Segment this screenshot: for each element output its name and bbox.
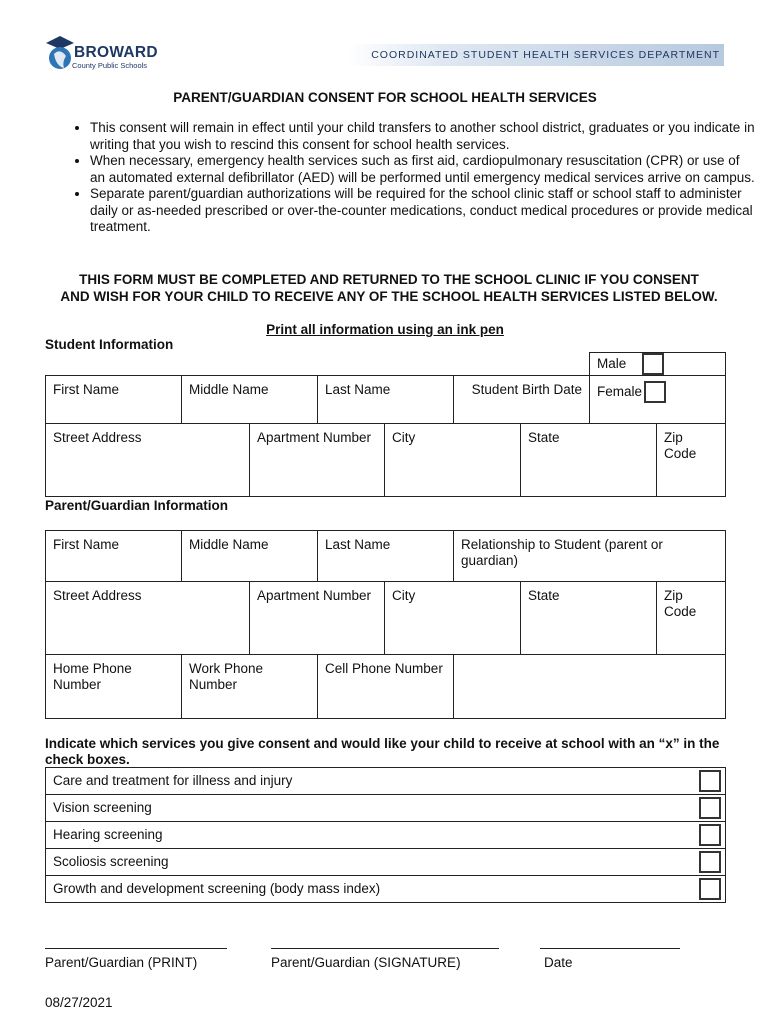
field-label: Relationship to Student (parent or guardian) <box>461 537 663 568</box>
date-line[interactable] <box>540 948 680 949</box>
print-name-line[interactable] <box>45 948 227 949</box>
student-zip-field[interactable] <box>656 423 726 497</box>
warning-line-2: AND WISH FOR YOUR CHILD TO RECEIVE ANY OF THE SCHOOL HEALTH SERVICES LISTED BELOW. <box>60 289 718 304</box>
field-label: Cell Phone Number <box>325 661 443 676</box>
student-apartment-field[interactable] <box>249 423 385 497</box>
field-label: Middle Name <box>189 537 269 552</box>
bullet-item: • Separate parent/guardian authorizations will be required for the school clinic staff or school staff to administer daily or as-needed prescribed or over-the-counter medications, conduct medical procedures or provide medical treatment. <box>90 186 755 236</box>
service-label: Care and treatment for illness and injury <box>53 773 293 788</box>
service-checkbox[interactable] <box>699 851 721 873</box>
male-checkbox[interactable] <box>642 353 664 375</box>
field-label: Work Phone Number <box>189 661 264 692</box>
service-checkbox[interactable] <box>699 824 721 846</box>
logo-subtitle: County Public Schools <box>72 61 148 70</box>
field-label: Apartment Number <box>257 588 372 603</box>
blank-cell <box>453 654 726 719</box>
service-row <box>45 821 726 849</box>
home-phone-field[interactable] <box>45 654 182 719</box>
page-title: PARENT/GUARDIAN CONSENT FOR SCHOOL HEALTH SERVICES <box>173 90 597 105</box>
signature-label: Parent/Guardian (SIGNATURE) <box>271 955 461 970</box>
student-birth-date-field[interactable] <box>453 375 590 424</box>
female-label: Female <box>597 384 643 399</box>
service-label: Hearing screening <box>53 827 163 842</box>
bullet-item: • This consent will remain in effect until your child transfers to another school district, graduates or you indicate in writing that you wish to rescind this consent for school health services. <box>90 120 755 153</box>
service-row <box>45 794 726 822</box>
service-row <box>45 767 726 795</box>
field-label: Last Name <box>325 537 391 552</box>
student-last-name-field[interactable] <box>317 375 454 424</box>
field-label: State <box>528 588 560 603</box>
service-label: Scoliosis screening <box>53 854 169 869</box>
parent-last-name-field[interactable] <box>317 530 454 582</box>
field-label: Student Birth Date <box>471 382 582 397</box>
service-row <box>45 875 726 903</box>
male-label: Male <box>597 356 627 371</box>
parent-section-heading: Parent/Guardian Information <box>45 498 229 513</box>
service-checkbox[interactable] <box>699 878 721 900</box>
parent-street-field[interactable] <box>45 581 250 655</box>
field-label: Zip Code <box>664 588 697 619</box>
form-warning <box>44 271 734 305</box>
student-state-field[interactable] <box>520 423 657 497</box>
student-middle-name-field[interactable] <box>181 375 318 424</box>
parent-apartment-field[interactable] <box>249 581 385 655</box>
parent-zip-field[interactable] <box>656 581 726 655</box>
field-label: State <box>528 430 560 445</box>
cell-phone-field[interactable] <box>317 654 454 719</box>
parent-first-name-field[interactable] <box>45 530 182 582</box>
service-label: Vision screening <box>53 800 152 815</box>
department-banner <box>347 44 724 66</box>
warning-line-1: THIS FORM MUST BE COMPLETED AND RETURNED TO THE SCHOOL CLINIC IF YOU CONSENT <box>79 272 699 287</box>
services-instruction: Indicate which services you give consent and would like your child to receive at school with an “x” in the check boxes. <box>45 736 720 767</box>
field-label: Middle Name <box>189 382 269 397</box>
field-label: Last Name <box>325 382 391 397</box>
signature-line[interactable] <box>271 948 499 949</box>
field-label: City <box>392 588 416 603</box>
student-street-field[interactable] <box>45 423 250 497</box>
revision-date: 08/27/2021 <box>45 995 113 1010</box>
female-checkbox[interactable] <box>644 381 666 403</box>
service-checkbox[interactable] <box>699 797 721 819</box>
student-section-heading: Student Information <box>45 337 174 352</box>
service-label: Growth and development screening (body mass index) <box>53 881 381 896</box>
service-checkbox[interactable] <box>699 770 721 792</box>
parent-middle-name-field[interactable] <box>181 530 318 582</box>
field-label: First Name <box>53 382 120 397</box>
relationship-field[interactable] <box>453 530 726 582</box>
print-instruction: Print all information using an ink pen <box>266 322 504 337</box>
department-name: COORDINATED STUDENT HEALTH SERVICES DEPARTMENT <box>371 49 720 61</box>
logo-name: BROWARD <box>74 44 158 61</box>
parent-city-field[interactable] <box>384 581 521 655</box>
field-label: Street Address <box>53 430 142 445</box>
field-label: Apartment Number <box>257 430 372 445</box>
consent-bullets <box>64 120 755 236</box>
field-label: First Name <box>53 537 120 552</box>
bullet-item: • When necessary, emergency health services such as first aid, cardiopulmonary resuscitation (CPR) or use of an automated external defibrillator (AED) will be performed until emergency medical services arrive on campus. <box>90 153 755 186</box>
field-label: Home Phone Number <box>53 661 132 692</box>
print-name-label: Parent/Guardian (PRINT) <box>45 955 198 970</box>
student-first-name-field[interactable] <box>45 375 182 424</box>
field-label: Street Address <box>53 588 142 603</box>
field-label: Zip Code <box>664 430 697 461</box>
parent-state-field[interactable] <box>520 581 657 655</box>
date-label: Date <box>544 955 573 970</box>
field-label: City <box>392 430 416 445</box>
work-phone-field[interactable] <box>181 654 318 719</box>
service-row <box>45 848 726 876</box>
student-city-field[interactable] <box>384 423 521 497</box>
